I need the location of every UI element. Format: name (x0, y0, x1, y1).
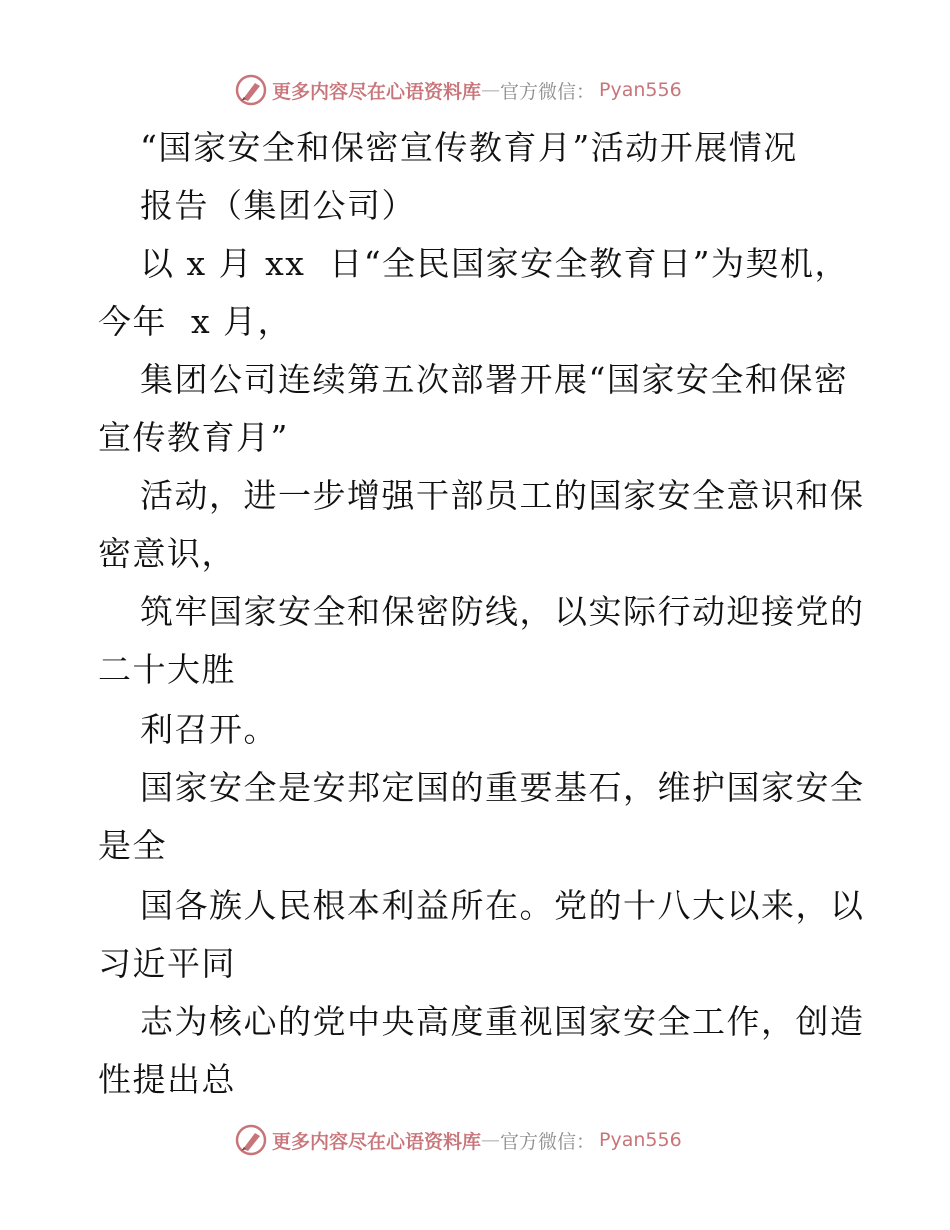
body-line: 利召开。 (140, 710, 278, 749)
body-line: 志为核心的党中央高度重视国家安全工作，创造 (140, 1002, 865, 1041)
document-subtitle: 报告（集团公司） (140, 186, 416, 225)
pen-nib-circle-icon (234, 73, 268, 107)
body-line: 是全 (98, 826, 167, 865)
body-line: 今年 x 月， (98, 302, 293, 341)
body-line: 密意识， (98, 534, 236, 573)
footer-banner (234, 1122, 682, 1158)
body-line: 性提出总 (98, 1060, 236, 1099)
footer-brand: 更多内容尽在心语资料库 (272, 1130, 482, 1153)
pen-nib-circle-icon (234, 1123, 268, 1157)
header-separator: — (481, 79, 501, 101)
footer-wechat-id: Pyan556 (599, 1129, 682, 1151)
header-brand: 更多内容尽在心语资料库 (272, 80, 482, 103)
header-wechat-id: Pyan556 (599, 79, 682, 101)
body-line: 筑牢国家安全和保密防线，以实际行动迎接党的 (140, 592, 865, 631)
body-line: 国家安全是安邦定国的重要基石，维护国家安全 (140, 768, 865, 807)
body-line: 活动，进一步增强干部员工的国家安全意识和保 (140, 476, 865, 515)
body-line: 二十大胜 (98, 650, 236, 689)
header-banner (234, 72, 682, 108)
body-line: 以 x 月 xx 日“全民国家安全教育日”为契机， (140, 244, 850, 283)
body-line: 习近平同 (98, 944, 236, 983)
document-title: “国家安全和保密宣传教育月”活动开展情况 (140, 128, 798, 167)
body-line: 集团公司连续第五次部署开展“国家安全和保密 (140, 360, 849, 399)
body-line: 国各族人民根本利益所在。党的十八大以来，以 (140, 886, 865, 925)
footer-official-label: 官方微信： (500, 1130, 596, 1153)
body-line: 宣传教育月” (98, 418, 289, 457)
footer-separator: — (481, 1129, 501, 1151)
header-official-label: 官方微信： (500, 80, 596, 103)
